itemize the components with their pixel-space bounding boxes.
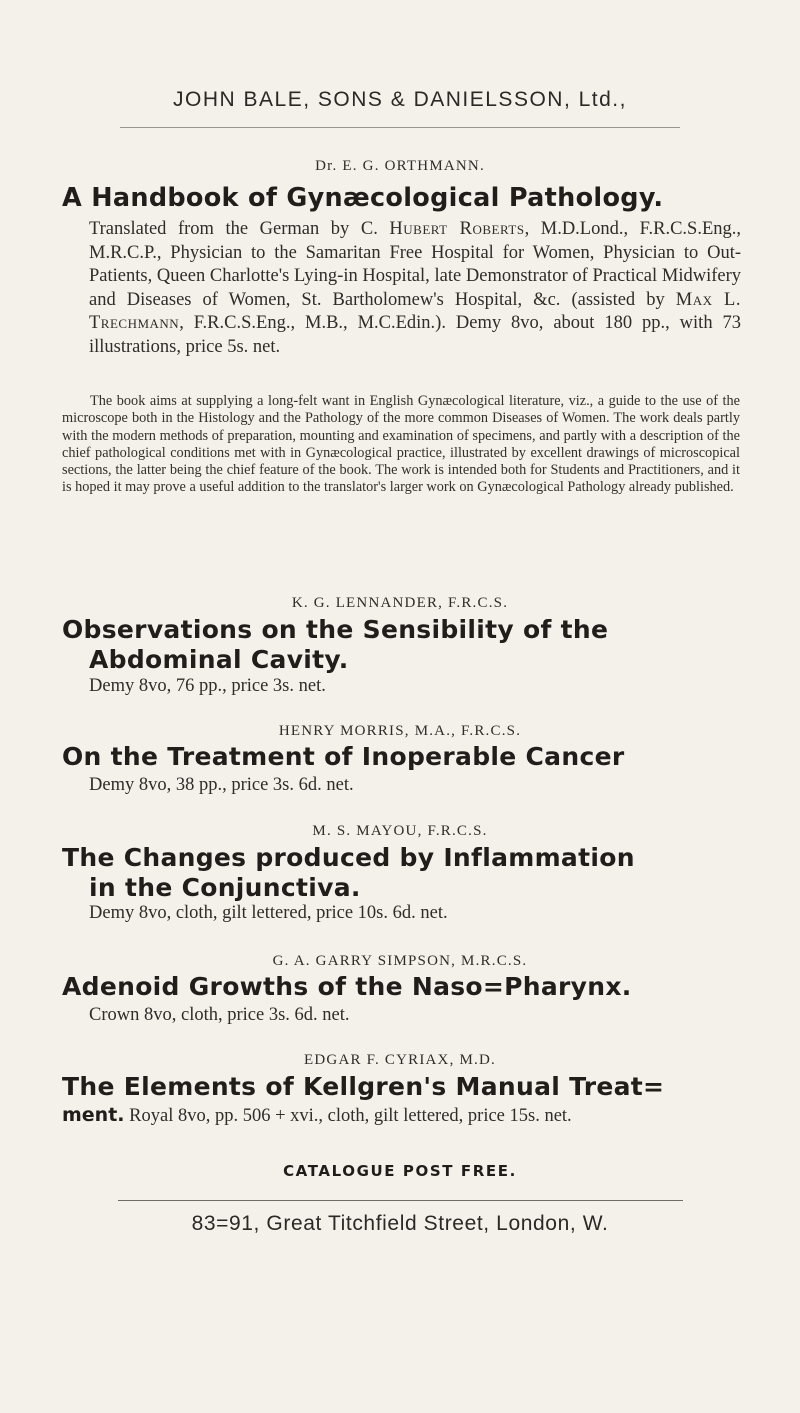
book-title [62, 615, 742, 675]
book-author: M. S. MAYOU, F.R.C.S. [312, 823, 488, 839]
catalogue-notice: CATALOGUE POST FREE. [283, 1162, 517, 1180]
book-title: The Elements of Kellgren's Manual Treat= [62, 1072, 665, 1101]
book-author: G. A. GARRY SIMPSON, M.R.C.S. [272, 953, 528, 969]
description-text: Royal 8vo, pp. 506 + xvi., cloth, gilt lettered, price 15s. net. [129, 1106, 572, 1126]
publisher-name: JOHN BALE, SONS & DANIELSSON, Ltd., [173, 88, 627, 111]
book-description: Demy 8vo, cloth, gilt lettered, price 10s. 6d. net. [89, 903, 448, 923]
description-text: , F.R.C.S.Eng., M.B., M.C.Edin.). Demy 8vo, about 180 pp., with 73 illustrations, price 5s. net. [89, 313, 741, 357]
book-title: A Handbook of Gynæcological Pathology. [62, 183, 664, 213]
title-line: ment. [62, 1104, 125, 1126]
title-line: The Changes produced by Inflammation [62, 843, 635, 872]
title-line: in the Conjunctiva. [89, 873, 361, 902]
publisher-address: 83=91, Great Titchfield Street, London, W. [191, 1212, 609, 1235]
assistant-name: Max L. Trechmann [89, 289, 741, 333]
book-author: Dr. E. G. ORTHMANN. [315, 158, 485, 174]
description-text: , M.D.Lond., F.R.C.S.Eng., M.R.C.P., Physician to the Samaritan Free Hospital for Women, Physician to Out-Patients, Queen Charlotte's Lying-in Hospital, late Demonstrator of Practical Midwifery and Diseases of Women, St. Bartholomew's Hospital, &c. (assisted by [89, 219, 741, 310]
book-description: Crown 8vo, cloth, price 3s. 6d. net. [89, 1005, 350, 1025]
book-description: Demy 8vo, 76 pp., price 3s. net. [89, 676, 326, 696]
book-description: Demy 8vo, 38 pp., price 3s. 6d. net. [89, 775, 354, 795]
book-description [62, 1104, 741, 1129]
book-description [89, 218, 741, 359]
book-title: Adenoid Growths of the Naso=Pharynx. [62, 972, 632, 1001]
book-author: HENRY MORRIS, M.A., F.R.C.S. [278, 723, 522, 739]
book-blurb: The book aims at supplying a long-felt want in English Gynæcological literature, viz., a guide to the use of the microscope both in the Histology and the Pathology of the more common Diseases of Women. The work deals partly with the modern methods of preparation, mounting and examination of specimens, and partly with a description of the chief pathological conditions met with in Gynæcological practice, illustrated by excellent drawings of microscopical sections, the latter being the chief feature of the book. The work is intended both for Students and Practitioners, and it is hoped it may prove a useful addition to the translator's larger work on Gynæcological Pathology already published. [62, 393, 740, 496]
bottom-divider [118, 1200, 683, 1201]
title-line: Observations on the Sensibility of the [62, 615, 609, 644]
title-line: Abdominal Cavity. [89, 645, 349, 674]
book-author: EDGAR F. CYRIAX, M.D. [304, 1052, 496, 1068]
description-text: Translated from the German by C. [89, 219, 390, 239]
book-author: K. G. LENNANDER, F.R.C.S. [291, 595, 509, 611]
book-title: On the Treatment of Inoperable Cancer [62, 742, 625, 771]
book-title [62, 843, 742, 903]
translator-name: Hubert Roberts [389, 219, 525, 239]
top-divider [120, 127, 680, 128]
